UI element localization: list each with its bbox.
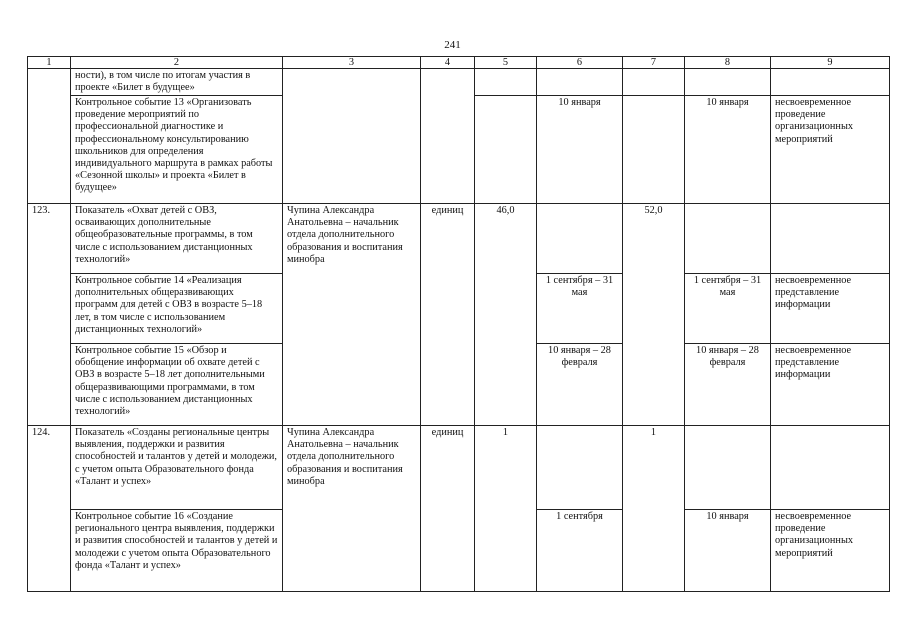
deadline-date: 10 января — [685, 510, 771, 592]
responsible-cell — [283, 69, 421, 204]
deadline-date: 10 января — [685, 96, 771, 204]
target-value: 1 — [623, 426, 685, 592]
col-header-7: 7 — [623, 57, 685, 69]
date-cell — [537, 204, 623, 274]
table-row — [28, 69, 890, 96]
control-event-15: Контрольное событие 15 «Обзор и обобщение информации об охвате детей с ОВЗ в возрасте 5–18 лет дополнительными общеразвивающими программами, в том числе с использованием дистанционных технологий» — [71, 344, 283, 426]
date-cell — [685, 204, 771, 274]
col-header-4: 4 — [421, 57, 475, 69]
indicator-continuation: ности), в том числе по итогам участия в проекте «Билет в будущее» — [71, 69, 283, 96]
start-date: 1 сентября – 31 мая — [537, 274, 623, 344]
date-cell — [537, 69, 623, 96]
value-cell — [475, 96, 537, 204]
col-header-2: 2 — [71, 57, 283, 69]
risk-text: несвоевременное проведение организационных мероприятий — [771, 96, 890, 204]
value-cell — [623, 96, 685, 204]
column-number-row — [28, 57, 890, 69]
risk-cell — [771, 69, 890, 96]
row-number: 123. — [28, 204, 71, 426]
col-header-9: 9 — [771, 57, 890, 69]
indicator-text: Показатель «Охват детей с ОВЗ, осваивающих дополнительные общеобразовательные программы, в том числе с использованием дистанционных технологий» — [71, 204, 283, 274]
plan-table — [27, 56, 890, 592]
risk-cell — [771, 426, 890, 510]
date-cell — [537, 426, 623, 510]
risk-cell — [771, 204, 890, 274]
start-date: 10 января – 28 февраля — [537, 344, 623, 426]
deadline-date: 1 сентября – 31 мая — [685, 274, 771, 344]
col-header-6: 6 — [537, 57, 623, 69]
table-row — [28, 204, 890, 274]
indicator-text: Показатель «Созданы региональные центры выявления, поддержки и развития способностей и талантов у детей и молодежи, с учетом опыта Образовательного фонда «Талант и успех» — [71, 426, 283, 510]
risk-text: несвоевременное проведение организационных мероприятий — [771, 510, 890, 592]
date-cell — [685, 69, 771, 96]
unit: единиц — [421, 426, 475, 592]
start-date: 10 января — [537, 96, 623, 204]
baseline-value: 1 — [475, 426, 537, 592]
control-event-16: Контрольное событие 16 «Создание регионального центра выявления, поддержки и развития способностей и талантов у детей и молодежи с учетом опыта Образовательного фонда «Талант и успех» — [71, 510, 283, 592]
responsible-person: Чупина Александра Анатольевна – начальник отдела дополнительного образования и воспитания минобра — [283, 204, 421, 426]
value-cell — [475, 69, 537, 96]
baseline-value: 46,0 — [475, 204, 537, 426]
value-cell — [623, 69, 685, 96]
risk-text: несвоевременное представление информации — [771, 344, 890, 426]
unit-cell — [421, 69, 475, 204]
risk-text: несвоевременное представление информации — [771, 274, 890, 344]
col-header-5: 5 — [475, 57, 537, 69]
row-number: 124. — [28, 426, 71, 592]
page-number: 241 — [444, 39, 461, 51]
unit: единиц — [421, 204, 475, 426]
control-event-13: Контрольное событие 13 «Организовать проведение мероприятий по профессиональной диагностике и профессиональному консультированию школьников для определения индивидуального маршрута в рамках работы «Сезонной школы» и проекта «Билет в будущее» — [71, 96, 283, 204]
responsible-person: Чупина Александра Анатольевна – начальник отдела дополнительного образования и воспитания минобра — [283, 426, 421, 592]
start-date: 1 сентября — [537, 510, 623, 592]
col-header-3: 3 — [283, 57, 421, 69]
row-number-cell — [28, 69, 71, 204]
date-cell — [685, 426, 771, 510]
deadline-date: 10 января – 28 февраля — [685, 344, 771, 426]
col-header-1: 1 — [28, 57, 71, 69]
target-value: 52,0 — [623, 204, 685, 426]
control-event-14: Контрольное событие 14 «Реализация дополнительных общеразвивающих программ для детей с ОВЗ в возрасте 5–18 лет, в том числе с использованием дистанционных технологий» — [71, 274, 283, 344]
col-header-8: 8 — [685, 57, 771, 69]
table-row — [28, 426, 890, 510]
